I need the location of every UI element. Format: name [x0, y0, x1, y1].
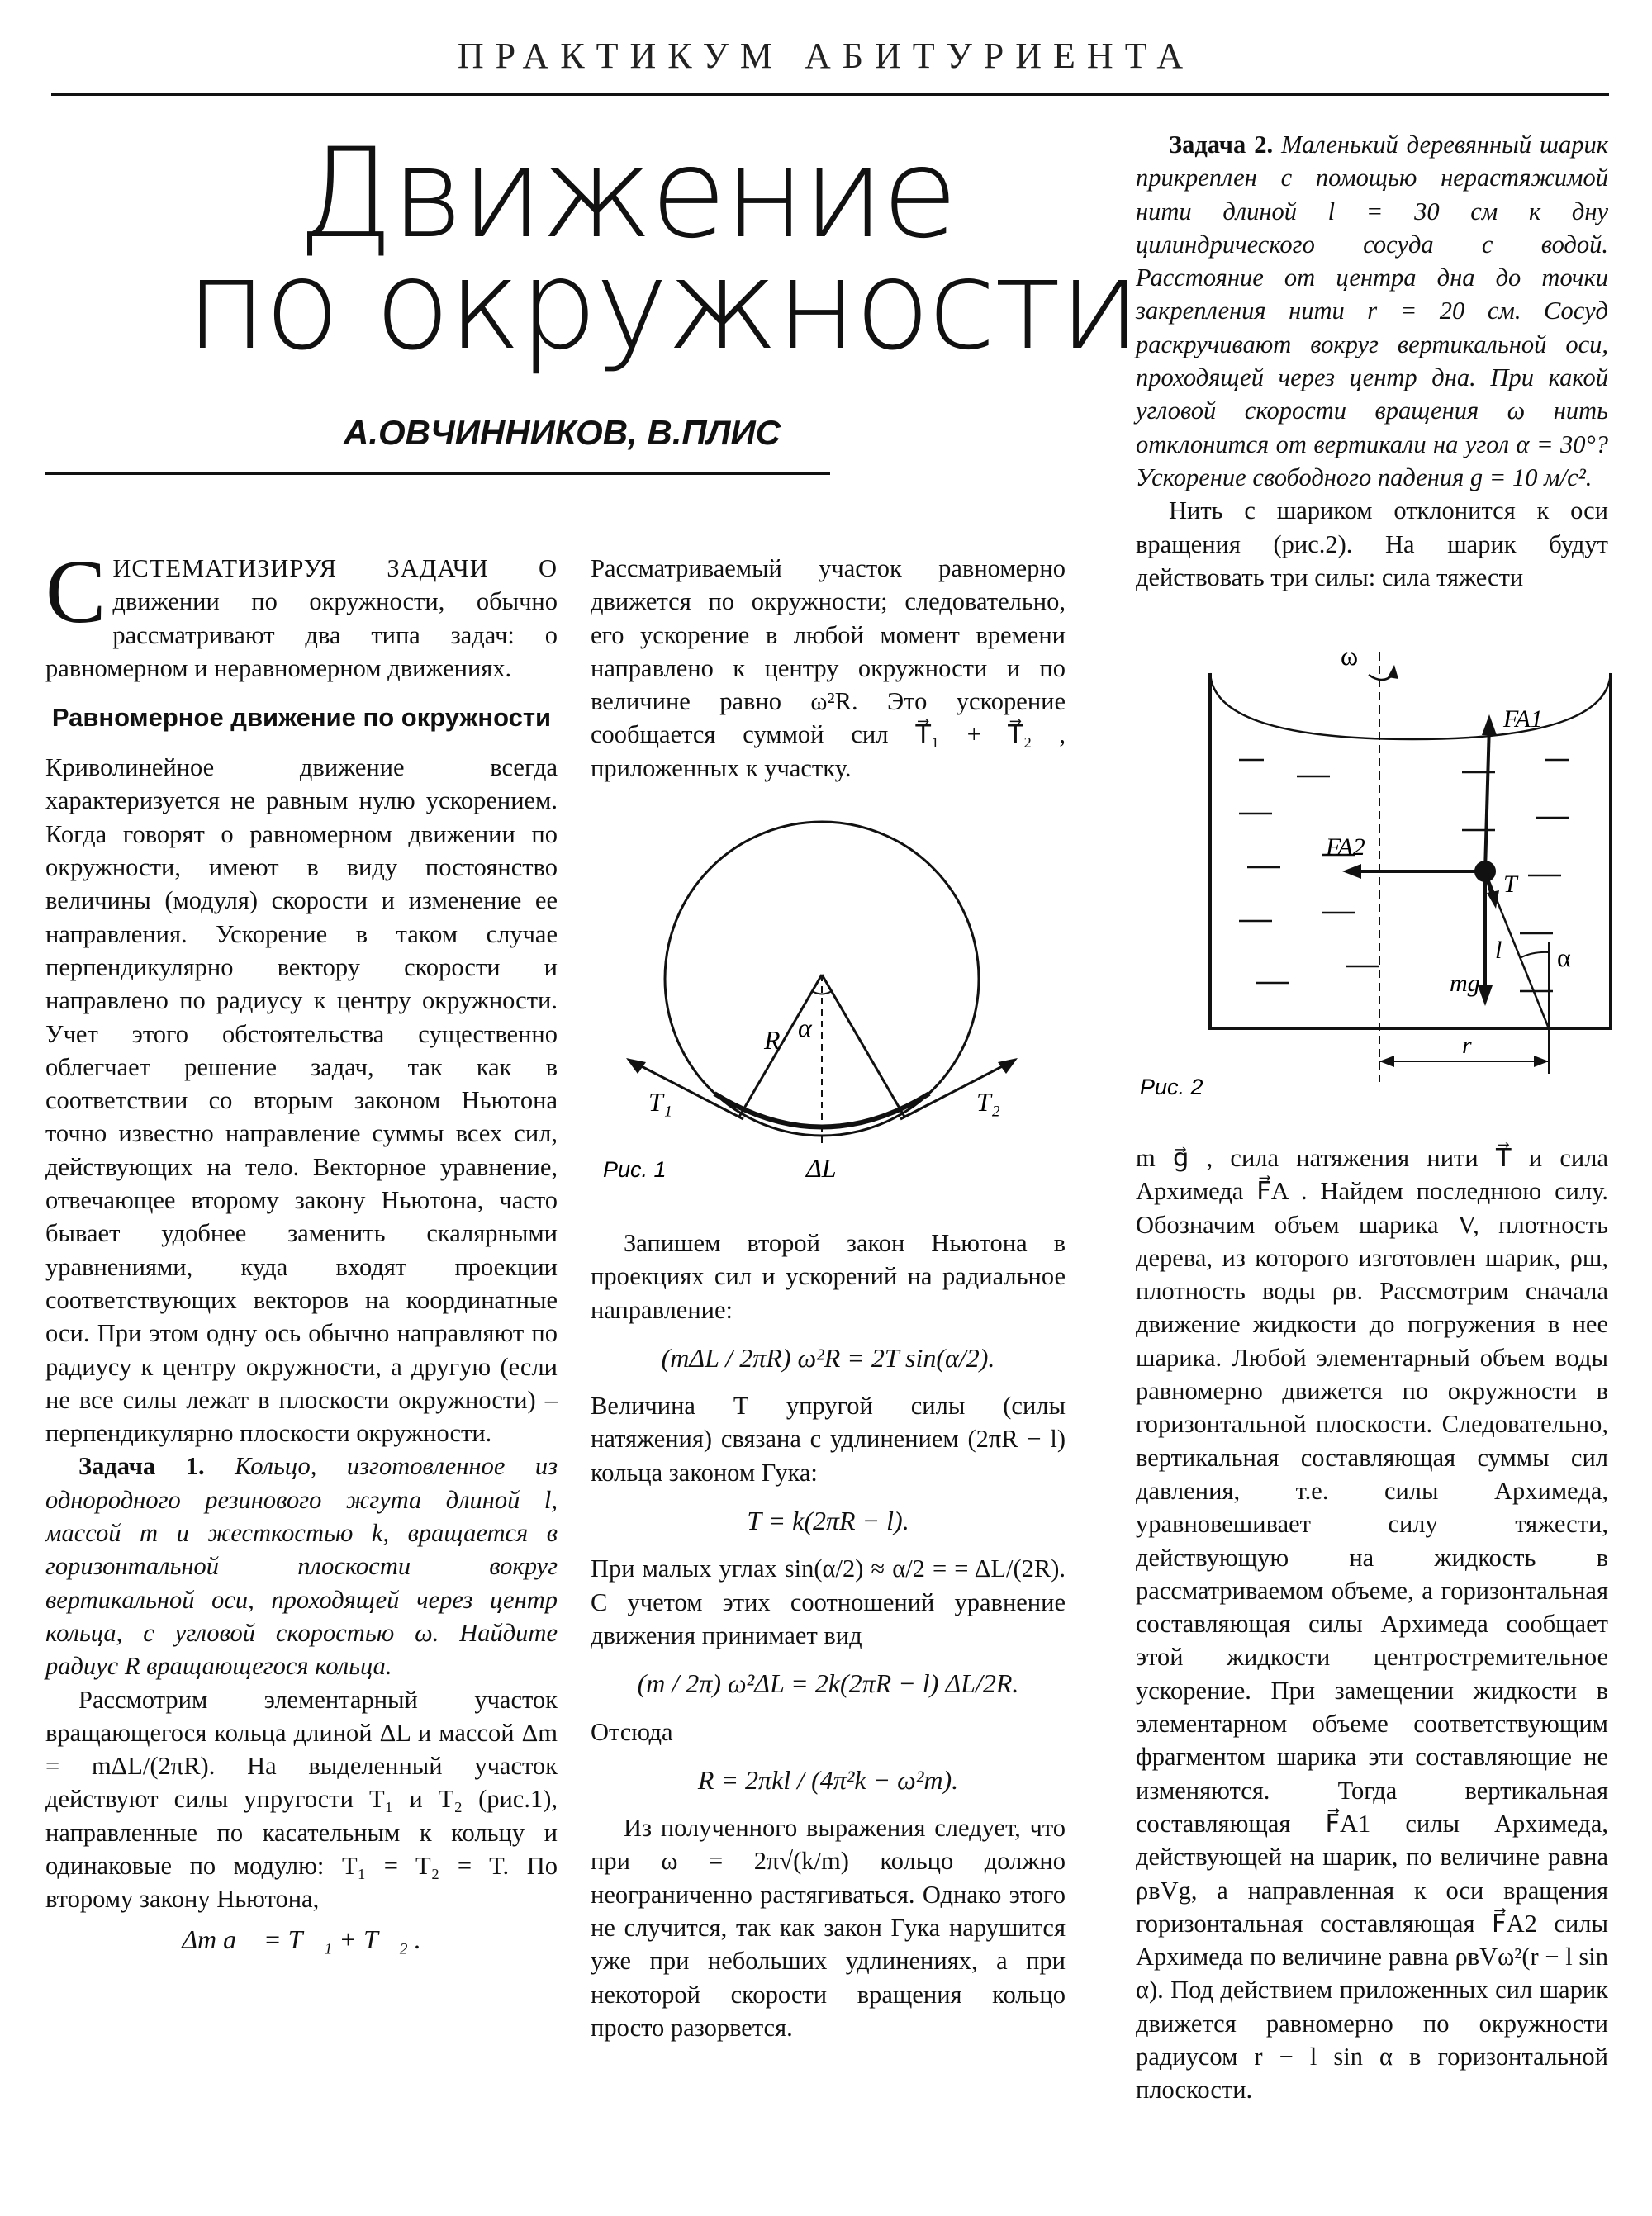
- authors-rule: [45, 472, 830, 475]
- paragraph: Рассматриваемый участок равномерно движется по окружности; следовательно, его ускорение в любой момент времени направлено к центру окружности и по величине равно ω²R. Это ускорение сообщается суммой сил T⃗₁ + T⃗₂ , приложенных к участку.: [591, 554, 1066, 782]
- arrowhead: [1379, 1056, 1394, 1067]
- subheading: Равномерное движение по окружности: [51, 703, 552, 733]
- formula-hooke: T = k(2πR − l).: [747, 1506, 909, 1536]
- arrowhead: [998, 1058, 1018, 1074]
- ring-segment: [714, 1094, 929, 1127]
- label-t: T: [1503, 871, 1517, 898]
- paragraph: При малых углах sin(α/2) ≈ α/2 = = ΔL/(2R). С учетом этих соотношений уравнение движения принимает вид: [591, 1554, 1066, 1649]
- radius-line: [739, 975, 822, 1117]
- formula-radial: (mΔL / 2πR) ω²R = 2T sin(α/2).: [661, 1342, 995, 1373]
- label-t2: T₂: [976, 1087, 1000, 1117]
- column-2-lower: [591, 1227, 1066, 2044]
- figure-1-caption: Рис. 1: [603, 1157, 667, 1182]
- task-2-label: Задача 2.: [1169, 130, 1274, 159]
- article-title-line1: Движение: [297, 122, 956, 266]
- drop-cap: С: [45, 541, 107, 642]
- label-r: r: [1462, 1032, 1472, 1059]
- paragraph: Из полученного выражения следует, что при ω = 2π√(k/m) кольцо должно неограниченно растягиваться. Однако этого не случится, так как закон Гука нарушится уже при небольших удлинениях, а при некоторой скорости вращения кольцо просто разорвется.: [591, 1814, 1066, 2042]
- paragraph: Нить с шариком отклонится к оси вращения (рис.2). На шарик будут действовать три силы: сила тяжести: [1136, 496, 1608, 591]
- label-t1: T₁: [648, 1087, 672, 1117]
- formula-result: R = 2πkl / (4π²k − ω²m).: [697, 1764, 959, 1795]
- column-3-lower: [1136, 1141, 1608, 2107]
- arrowhead: [1342, 864, 1361, 879]
- paragraph: m g⃗ , сила натяжения нити T⃗ и сила Архимеда F⃗A . Найдем последнюю силу. Обозначим объем шарика V, плотность дерева, из которого изготовлен шарик, ρш, плотность воды ρв. Рассмотрим сначала движение жидкости до погружения в нее шарика. Любой элементарный объем воды равномерно движется по окружности в горизонтальной плоскости. Следовательно, вертикальная составляющая суммы сил давления, т.е. силы Архимеда, уравновешивает силу тяжести, действующую на жидкость в рассматриваемом объеме, а горизонтальная составляющая силы Архимеда сообщает этой жидкости центростремительное ускорение. При замещении жидкости в элементарном объеме соответствующим фрагментом шарика эти составляющие не изменяются. Тогда вертикальная составляющая F⃗A1 силы Архимеда, действующей на шарик, по величине равна ρвVg, а направленная к оси вращения горизонтальная составляющая F⃗A2 силы Архимеда по величине равна ρвVω²(r − l sin α). Под действием приложенных сил шарик движется равномерно по окружности радиусом r − l sin α в горизонтальной плоскости.: [1136, 1144, 1608, 2104]
- arrowhead: [626, 1058, 646, 1074]
- task-1: [45, 1450, 558, 1682]
- label-omega: ω: [1341, 641, 1359, 671]
- figure-2-caption: Рис. 2: [1140, 1075, 1203, 1099]
- intro-paragraph: [45, 541, 558, 685]
- label-mg: mg: [1450, 970, 1480, 997]
- paragraph: Отсюда: [591, 1717, 673, 1746]
- paragraph: Криволинейное движение всегда характеризуется не равным нулю ускорением. Когда говорят о равномерном движении по окружности, имеют в виду постоянство величины (модуля) скорости и изменение ее направления. Ускорение в таком случае перпендикулярно вектору скорости и направлено по радиусу к центру окружности. Учет этого обстоятельства существенно облегчает решение задач, так как в соответствии со вторым законом Ньютона точно известно направление суммы всех сил, действующих на тело. Векторное уравнение, отвечающее второму закону Ньютона, часто бывает удобнее заменить скалярными уравнениями, куда входят проекции соответствующих векторов на координатные оси. При этом одну ось обычно направляют по радиусу к центру окружности, а другую (если не все силы лежат в плоскости окружности) – перпендикулярно плоскости окружности.: [45, 753, 558, 1448]
- arrowhead: [1482, 714, 1497, 735]
- section-header: ПРАКТИКУМ АБИТУРИЕНТА: [457, 36, 1195, 76]
- label-delta-l: ΔL: [806, 1153, 837, 1183]
- figure-1: [578, 814, 1041, 1193]
- label-fa2: FA2: [1326, 833, 1365, 861]
- water-surface: [1210, 673, 1611, 739]
- column-1: [45, 541, 558, 1956]
- label-fa1: FA1: [1503, 705, 1543, 733]
- authors: А.ОВЧИННИКОВ, В.ПЛИС: [343, 413, 781, 452]
- paragraph: Рассмотрим элементарный участок вращающегося кольца длиной ΔL и массой Δm = mΔL/(2πR). На выделенный участок действуют силы упругости T₁ и T₂ (рис.1), направленные по касательным к кольцу и одинаковые по модулю: T₁ = T₂ = T. По второму закону Ньютона,: [45, 1685, 558, 1914]
- wooden-ball: [1474, 861, 1496, 882]
- figure-2: [1132, 636, 1619, 1115]
- vessel-walls: [1210, 673, 1611, 1028]
- column-3: [1136, 128, 1608, 594]
- label-alpha: α: [1557, 942, 1571, 972]
- header-rule: [51, 93, 1609, 96]
- force-fa1: [1485, 724, 1489, 871]
- paragraph: Запишем второй закон Ньютона в проекциях сил и ускорений на радиальное направление:: [591, 1229, 1066, 1324]
- paragraph: Величина T упругой силы (силы натяжения) связана с удлинением (2πR − l) кольца законом Гука:: [591, 1392, 1066, 1487]
- intro-text: движении по окружности, обычно рассматривают два типа задач: о равномерном и неравномерном движениях.: [45, 587, 558, 682]
- arrowhead: [1534, 1056, 1549, 1067]
- formula-newton: Δm a⃗ = T⃗₁ + T⃗₂ .: [182, 1924, 421, 1954]
- label-l: l: [1495, 937, 1502, 964]
- label-alpha: α: [798, 1013, 812, 1042]
- radius-line: [822, 975, 904, 1117]
- arrowhead: [1388, 665, 1398, 679]
- column-2: [591, 552, 1066, 785]
- arrowhead: [1478, 985, 1493, 1006]
- label-r: R: [764, 1025, 781, 1055]
- task-2-text: Маленький деревянный шарик прикреплен с помощью нерастяжимой нити длиной l = 30 см к дну цилиндрического сосуда с водой. Расстояние от центра дна до точки закрепления нити r = 20 см. Сосуд раскручивают вокруг вертикальной оси, проходящей через центр дна. При какой угловой скорости вращения ω нить отклонится от вертикали на угол α = 30°? Ускорение свободного падения g = 10 м/с².: [1136, 130, 1608, 491]
- task-1-label: Задача 1.: [78, 1452, 205, 1481]
- task-2: [1136, 128, 1608, 494]
- formula-motion: (m / 2π) ω²ΔL = 2k(2πR − l) ΔL/2R.: [637, 1668, 1019, 1699]
- task-1-text: Кольцо, изготовленное из однородного резинового жгута длиной l, массой m и жесткостью k, вращается в горизонтальной плоскости вокруг вертикальной оси, проходящей через центр кольца, с угловой скоростью ω. Найдите радиус R вращающегося кольца.: [45, 1452, 558, 1681]
- article-title-line2: по окружности: [186, 234, 1139, 377]
- intro-caps: ИСТЕМАТИЗИРУЯ ЗАДАЧИ О: [112, 554, 558, 582]
- angle-arc: [1520, 952, 1549, 958]
